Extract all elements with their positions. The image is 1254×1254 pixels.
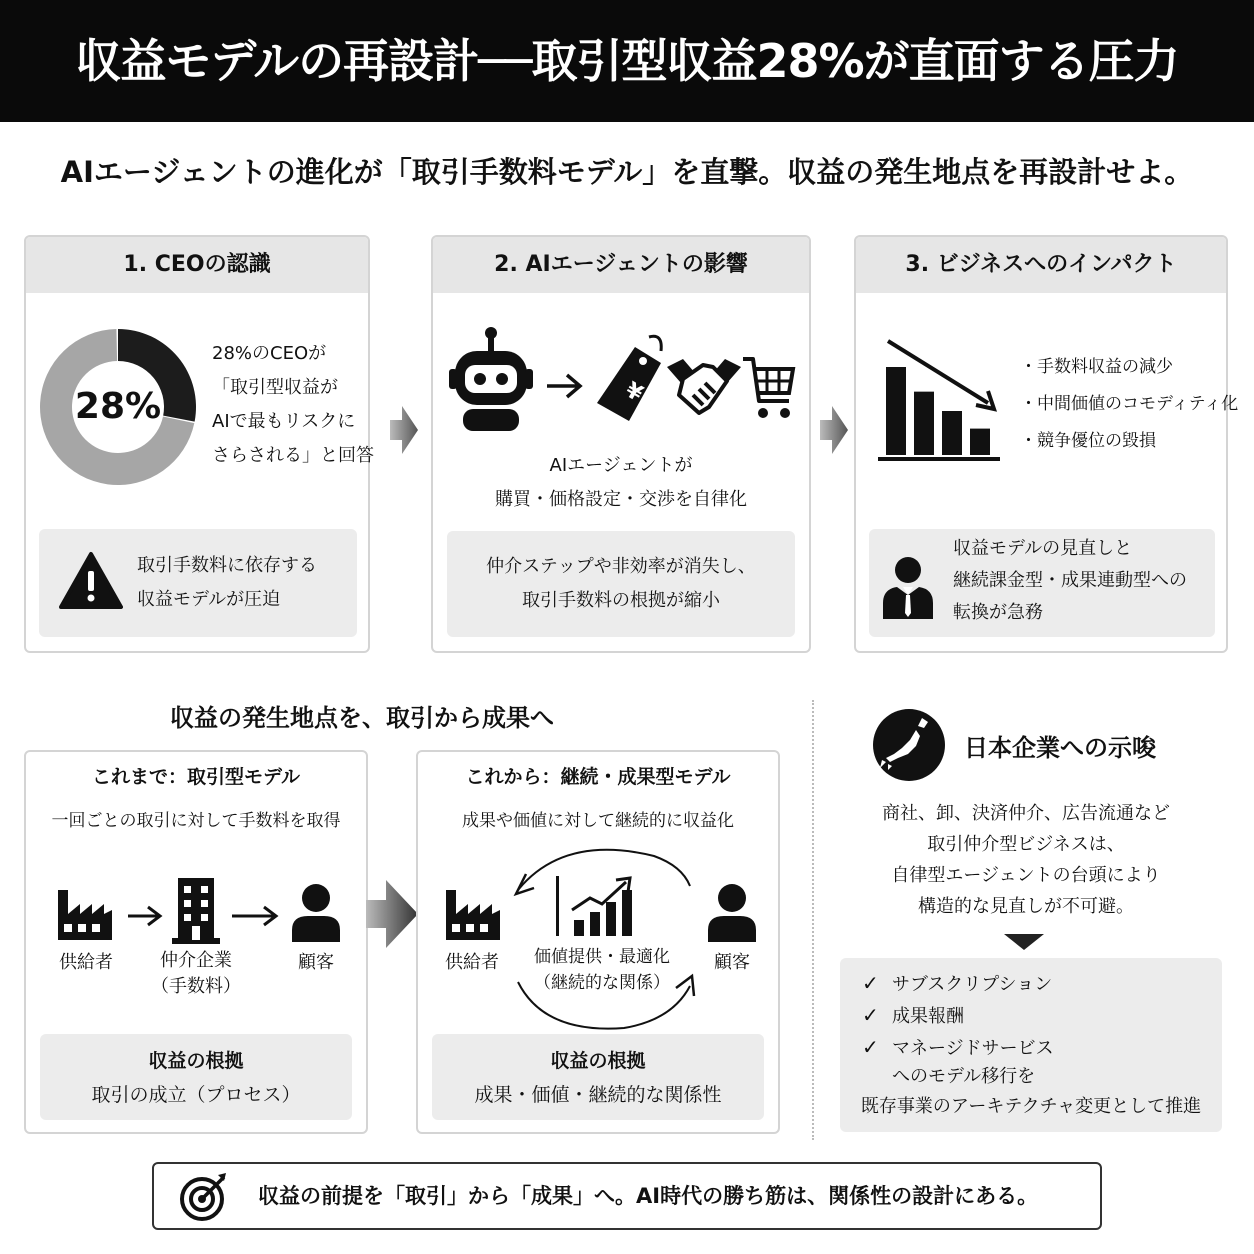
value-delivery-line: （継続的な関係） — [534, 973, 670, 993]
declining-bar-chart-icon — [872, 333, 1004, 465]
robot-icon — [449, 325, 533, 435]
supplier-label: 供給者 — [445, 952, 499, 973]
value-delivery-line: 価値提供・最適化 — [534, 947, 670, 967]
agent-note-line: 仲介ステップや非効率が消失し、 — [486, 556, 756, 577]
page-subtitle: AIエージェントの進化が「取引手数料モデル」を直撃。収益の発生地点を再設計せよ。 — [60, 155, 1194, 189]
panel-heading: 1. CEOの認識 — [26, 237, 368, 293]
businessperson-icon — [881, 555, 935, 619]
conclusion-text: 収益の前提を「取引」から「成果」へ。AI時代の勝ち筋は、関係性の設計にある。 — [258, 1184, 1039, 1208]
arrow-right-icon — [545, 371, 585, 401]
shift-section-heading: 収益の発生地点を、取引から成果へ — [170, 704, 554, 732]
check-item — [862, 1032, 1054, 1064]
agent-caption-line: 購買・価格設定・交渉を自律化 — [495, 489, 747, 510]
old-model-desc: 一回ごとの取引に対して手数料を取得 — [51, 811, 341, 831]
shopping-cart-icon — [741, 353, 797, 423]
japan-heading: 日本企業への示唆 — [964, 734, 1156, 762]
customer-icon — [290, 882, 342, 942]
impact-note-line: 転換が急務 — [953, 602, 1043, 623]
building-icon — [172, 876, 220, 944]
impact-note-line: 継続課金型・成果連動型への — [953, 570, 1187, 591]
panel-heading: 3. ビジネスへのインパクト — [856, 237, 1226, 293]
impact-note-box — [869, 529, 1215, 637]
warning-icon — [59, 551, 123, 611]
basis-title: 収益の根拠 — [550, 1050, 646, 1072]
intermediary-label-line: 仲介企業 — [160, 950, 232, 971]
svg-text:¥: ¥ — [621, 377, 647, 408]
ai-agent-impact-panel — [431, 235, 811, 653]
agent-note-line: 取引手数料の根拠が縮小 — [522, 590, 720, 611]
model-shift-box — [840, 958, 1222, 1132]
new-model-title: これから：継続・成果型モデル — [465, 766, 731, 788]
section-divider — [812, 700, 814, 1140]
japan-body-line: 商社、卸、決済仲介、広告流通など — [882, 803, 1170, 824]
intermediary-label — [146, 948, 246, 1000]
handshake-icon — [665, 353, 743, 423]
value-delivery-label — [522, 944, 682, 996]
page-title: 収益モデルの再設計──取引型収益28%が直面する圧力 — [0, 0, 1254, 122]
growth-chart-icon — [552, 876, 636, 938]
check-item — [862, 1000, 1054, 1032]
check-label: マネージドサービス — [892, 1038, 1054, 1059]
basis-text: 取引の成立（プロセス） — [91, 1084, 301, 1106]
old-basis-box — [40, 1034, 352, 1120]
intermediary-label-line: （手数料） — [151, 976, 241, 997]
ceo-stat-line: AIで最もリスクに — [212, 411, 356, 432]
flow-arrow-icon — [818, 402, 850, 458]
check-icon: ✓ — [862, 1035, 879, 1059]
panel-heading: 2. AIエージェントの影響 — [433, 237, 809, 293]
check-icon: ✓ — [862, 1003, 879, 1027]
warning-line: 収益モデルが圧迫 — [137, 589, 281, 610]
basis-text: 成果・価値・継続的な関係性 — [474, 1084, 722, 1106]
new-model-panel — [416, 750, 780, 1134]
agent-caption-line: AIエージェントが — [549, 455, 693, 476]
ceo-recognition-panel — [24, 235, 374, 653]
declining-bar — [970, 429, 990, 455]
ceo-stat-line: さらされる」と回答 — [212, 445, 374, 466]
ceo-stat-line: 28%のCEOが — [212, 343, 327, 364]
impact-bullet-list — [1020, 349, 1238, 460]
target-icon — [178, 1172, 230, 1222]
customer-label: 顧客 — [714, 952, 750, 973]
declining-bar — [914, 392, 934, 455]
agent-note-box — [447, 531, 795, 637]
impact-bullet: ・ 競争優位の毀損 — [1020, 423, 1238, 460]
arrow-right-icon — [230, 904, 282, 928]
new-basis-box — [432, 1034, 764, 1120]
customer-label: 顧客 — [298, 952, 334, 973]
declining-bar — [942, 411, 962, 455]
check-label: 成果報酬 — [892, 1006, 964, 1027]
warning-box — [39, 529, 357, 637]
new-model-desc: 成果や価値に対して継続的に収益化 — [462, 811, 734, 831]
impact-note-line: 収益モデルの見直しと — [953, 538, 1133, 559]
customer-icon — [706, 882, 758, 942]
impact-bullet: ・ 手数料収益の減少 — [1020, 349, 1238, 386]
factory-icon — [56, 884, 114, 942]
japan-body-line: 構造的な見直しが不可避。 — [918, 896, 1134, 917]
basis-title: 収益の根拠 — [148, 1050, 244, 1072]
check-icon: ✓ — [862, 971, 879, 995]
business-impact-panel — [854, 235, 1239, 653]
japan-body-line: 自律型エージェントの台頭により — [891, 865, 1161, 886]
factory-icon — [444, 884, 502, 942]
impact-bullet: ・ 中間価値のコモディティ化 — [1020, 386, 1238, 423]
check-item — [862, 968, 1054, 1000]
warning-line: 取引手数料に依存する — [137, 555, 317, 576]
arrow-right-icon — [126, 904, 166, 928]
donut-value-label: 28% — [74, 386, 162, 427]
supplier-label: 供給者 — [59, 952, 113, 973]
down-triangle-icon — [1004, 934, 1044, 950]
ceo-stat-text — [212, 337, 374, 473]
check-label: サブスクリプション — [892, 974, 1053, 995]
japan-body — [826, 798, 1226, 922]
model-shift-line: 既存事業のアーキテクチャ変更として推進 — [860, 1096, 1202, 1117]
price-tag-yen-icon — [591, 333, 669, 425]
conclusion-banner — [152, 1162, 1102, 1230]
old-model-title: これまで：取引型モデル — [91, 766, 301, 788]
transition-arrow-icon — [364, 878, 420, 950]
declining-bar — [886, 367, 906, 455]
japan-map-icon — [872, 708, 946, 782]
old-model-panel — [24, 750, 368, 1134]
model-shift-line: へのモデル移行を — [892, 1066, 1036, 1087]
ceo-stat-line: 「取引型収益が — [212, 377, 338, 398]
flow-arrow-icon — [388, 402, 420, 458]
japan-body-line: 取引仲介型ビジネスは、 — [927, 834, 1125, 855]
